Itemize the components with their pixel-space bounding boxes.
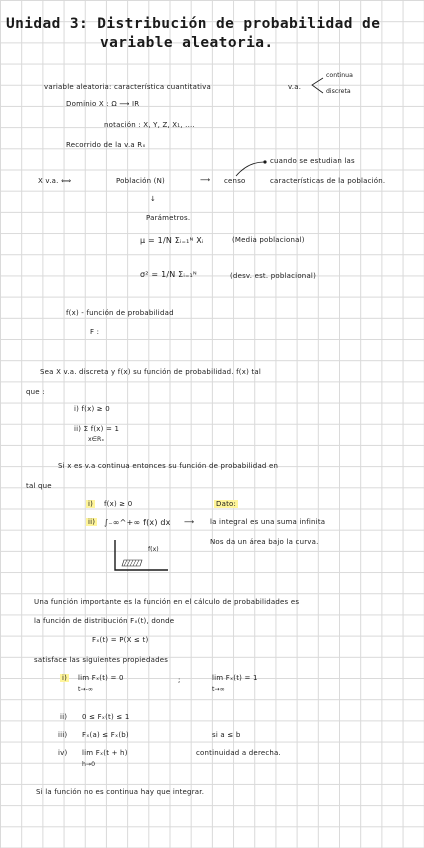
- prop4-roman: iv): [58, 749, 68, 757]
- prop2-roman: ii): [60, 713, 68, 721]
- prop3: Fₓ(a) ≤ Fₓ(b): [82, 731, 129, 739]
- continua-roman2: [86, 518, 97, 526]
- discreta-cond1: i) f(x) ≥ 0: [74, 405, 110, 413]
- sigma-formula: σ² = 1/N Σᵢ₌₁ᴺ: [140, 270, 197, 279]
- f-line: f(x) - función de probabilidad: [66, 309, 174, 317]
- roman-ii-highlight: ii): [88, 518, 96, 526]
- final-line: Si la función no es continua hay que integrar.: [36, 788, 205, 796]
- discreta-line1: Sea X v.a. discreta y f(x) su función de probabilidad. f(x) tal: [40, 368, 262, 376]
- va-discreta: discreta: [326, 88, 351, 95]
- dato-label: Dato:: [216, 500, 237, 508]
- prop4: lim Fₓ(t + h): [82, 749, 128, 757]
- censo-label: censo: [224, 177, 246, 185]
- prop1-b: lim Fₓ(t) = 1: [212, 674, 258, 682]
- continua-cond2: ∫₋∞^+∞ f(x) dx: [104, 518, 171, 527]
- f-sub: F :: [90, 328, 100, 336]
- page-title-line1: Unidad 3: Distribución de probabilidad de: [6, 16, 381, 32]
- distribucion-line2: la función de distribución Fₓ(t), donde: [34, 617, 175, 625]
- area-graph-icon: [112, 540, 172, 576]
- prop4-note: continuidad a derecha.: [196, 749, 281, 757]
- prop-i-highlight: i): [62, 674, 68, 682]
- discreta-cond2: ii) Σ f(x) = 1: [74, 425, 120, 433]
- censo-note-line1: cuando se estudian las: [270, 157, 355, 165]
- x-va-equivalence: X v.a. ⟺: [38, 177, 72, 185]
- prop3-roman: iii): [58, 731, 68, 739]
- roman-i-highlight: i): [88, 500, 94, 508]
- continua-tal-que: tal que: [26, 482, 52, 490]
- continua-cond1: f(x) ≥ 0: [104, 500, 133, 508]
- sigma-label: (desv. est. poblacional): [230, 272, 317, 280]
- discreta-cond2-sub: x∈Rₓ: [88, 436, 105, 443]
- graph-fx-label: f(x): [148, 546, 159, 553]
- dato-note2: Nos da un área bajo la curva.: [210, 538, 319, 546]
- prop3-cond: si a ≤ b: [212, 731, 241, 739]
- arrow-to-dato: ⟶: [184, 518, 195, 526]
- poblacion-label: Población (N): [116, 177, 165, 185]
- mu-formula: μ = 1/N Σᵢ₌₁ᴺ Xᵢ: [140, 236, 204, 245]
- prop1-b-sub: t→∞: [212, 686, 225, 693]
- parametros-label: Parámetros.: [146, 214, 191, 222]
- distribucion-def: Fₓ(t) = P(X ≤ t): [92, 636, 149, 644]
- prop2: 0 ≤ Fₓ(t) ≤ 1: [82, 713, 130, 721]
- dato-wrap: [214, 500, 238, 508]
- prop1-roman: [60, 674, 69, 682]
- distribucion-line1: Una función importante es la función en el cálculo de probabilidades es: [34, 598, 300, 606]
- censo-note-line2: características de la población.: [270, 177, 386, 185]
- mu-label: (Media poblacional): [232, 236, 305, 244]
- prop1-a-sub: t→-∞: [78, 686, 93, 693]
- va-continua: continua: [326, 72, 353, 79]
- discreta-que: que :: [26, 388, 45, 396]
- dato-note1: la integral es una suma infinita: [210, 518, 326, 526]
- continua-line1: Si x es v.a continua entonces su función de probabilidad en: [58, 462, 279, 470]
- prop4-sub: h→0: [82, 761, 96, 768]
- dominio-line: Dominio X : Ω ⟶ IR: [66, 100, 140, 108]
- va-label: v.a.: [288, 83, 302, 91]
- arrow-to-censo: ⟶: [200, 176, 211, 184]
- continua-roman1: [86, 500, 95, 508]
- va-definition: variable aleatoria: característica cuantitativa: [44, 83, 212, 91]
- prop1-a: lim Fₓ(t) = 0: [78, 674, 124, 682]
- va-bracket: [310, 76, 324, 96]
- censo-arrow-icon: [234, 160, 268, 178]
- page-title-line2: variable aleatoria.: [100, 35, 274, 51]
- prop1-separator: ;: [178, 676, 181, 684]
- notacion-line: notación : X, Y, Z, X₁, ....: [104, 121, 195, 129]
- down-arrow-icon: ↓: [150, 195, 157, 203]
- recorrido-line: Recorrido de la v.a Rₓ: [66, 141, 146, 149]
- satisface-line: satisface las siguientes propiedades: [34, 656, 169, 664]
